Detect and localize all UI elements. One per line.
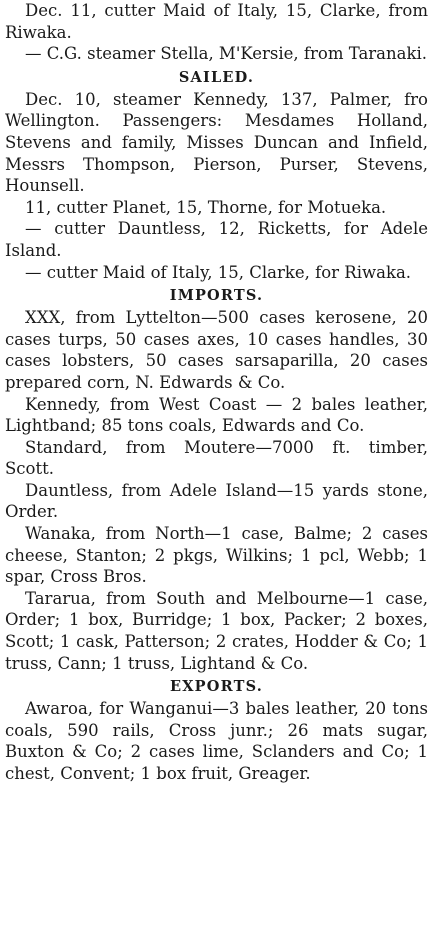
imports-entry-kennedy: Kennedy, from West Coast — 2 bales leather, Lightband; 85 tons coals, Edwards and Co.	[5, 394, 428, 436]
imports-heading: IMPORTS.	[169, 287, 264, 305]
imports-entry-wanaka: Wanaka, from North—1 case, Balme; 2 cases cheese, Stanton; 2 pkgs, Wilkins; 1 pcl, Webb; 1 spar, Cross Bros.	[5, 524, 428, 587]
sailed-entry-dauntless: — cutter Dauntless, 12, Ricketts, for Adele Island.	[5, 219, 428, 260]
sailed-heading: SAILED.	[178, 68, 255, 86]
arrival-entry-maid-of-italy: Dec. 11, cutter Maid of Italy, 15, Clarke, from Riwaka.	[5, 1, 428, 42]
sailed-entry-maid-of-italy: — cutter Maid of Italy, 15, Clarke, for Riwaka.	[25, 262, 412, 282]
sailed-entry-planet: 11, cutter Planet, 15, Thorne, for Motueka.	[25, 197, 387, 217]
exports-entry-awaroa: Awaroa, for Wanganui—3 bales leather, 20 tons coals, 590 rails, Cross junr.; 26 mats sugar, Buxton & Co; 2 cases lime, Sclanders and Co; 1 chest, Convent; 1 box fruit, Greager.	[5, 699, 428, 783]
imports-entry-standard: Standard, from Moutere—7000 ft. timber, Scott.	[5, 437, 428, 479]
sailed-entry-kennedy: Dec. 10, steamer Kennedy, 137, Palmer, fro Wellington. Passengers: Mesdames Holland, Stevens and family, Misses Duncan and Infield, Messrs Thompson, Pierson, Purser, Stevens, Hounsell.	[5, 89, 428, 196]
imports-entry-tararua: Tararua, from South and Melbourne—1 case, Order; 1 box, Burridge; 1 box, Packer; 2 boxes, Scott; 1 cask, Patterson; 2 crates, Hodder & Co; 1 truss, Cann; 1 truss, Lightand & Co.	[5, 588, 428, 673]
imports-entry-dauntless: Dauntless, from Adele Island—15 yards stone, Order.	[5, 480, 428, 522]
exports-heading: EXPORTS.	[169, 678, 264, 696]
imports-entry-xxx: XXX, from Lyttelton—500 cases kerosene, 20 cases turps, 50 cases axes, 10 cases handles, 30 cases lobsters, 50 cases sarsaparilla, 20 cases prepared corn, N. Edwards & Co.	[5, 308, 428, 392]
arrival-entry-stella: — C.G. steamer Stella, M'Kersie, from Taranaki.	[25, 44, 427, 64]
